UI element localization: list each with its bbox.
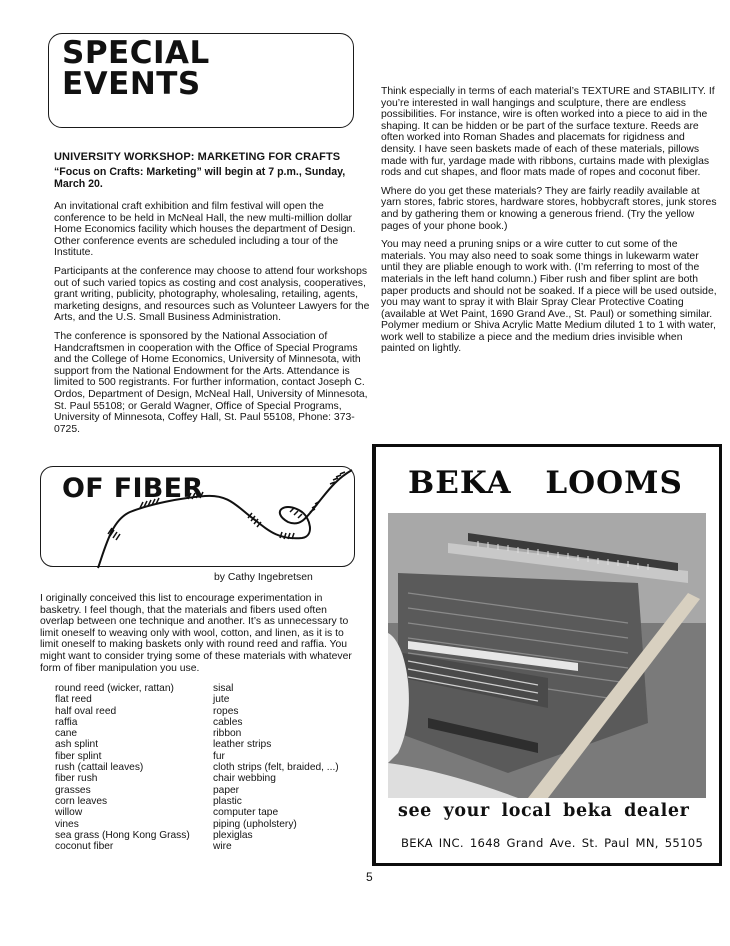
- workshop-paragraph: An invitational craft exhibition and film festival will open the conference to be held in McNeal Hall, the new multi-million dollar Home Economics facility which houses the department of Design. Other conference events are scheduled including a tour of the Institute.: [54, 201, 356, 259]
- material-list-item: plastic: [213, 795, 242, 807]
- material-list-item: rush (cattail leaves): [55, 762, 144, 774]
- material-list-item: round reed (wicker, rattan): [55, 683, 174, 694]
- special-events-title-line1: SPECIAL: [62, 35, 210, 71]
- workshop-paragraph: The conference is sponsored by the National Association of Handcraftsmen in cooperation with the Office of Special Programs and the College of Home Economics, University of Minnesota, with support from the National Endowment for the Arts. Attendance is limited to 500 registrants. For further information, contact Joseph C. Ordos, Department of Design, McNeal Hall, University of Minnesota, St. Paul 55108; or Gerald Wagner, Office of Special Programs, University of Minnesota, Coffey Hall, St. Paul 55108, Phone: 373-0725.: [54, 330, 368, 435]
- material-list-item: paper: [213, 784, 240, 796]
- special-events-title-line2: EVENTS: [62, 66, 201, 102]
- material-list-item: piping (upholstery): [213, 818, 297, 830]
- material-list-item: cane: [55, 728, 78, 740]
- byline: by Cathy Ingebretsen: [214, 572, 313, 583]
- material-list-item: cables: [213, 716, 243, 728]
- article-paragraph: Where do you get these materials? They are fairly readily available at yarn stores, fabric stores, hardware stores, hobbycraft stores, junk stores and by gathering them or knowing a generous friend. (Try the yellow pages of your phone book.): [381, 185, 717, 232]
- ad-address: BEKA INC. 1648 Grand Ave. St. Paul MN, 55105: [401, 836, 704, 850]
- material-list-item: ribbon: [213, 728, 242, 740]
- material-list-item: corn leaves: [55, 795, 108, 807]
- material-list-item: wire: [213, 841, 232, 853]
- materials-list-right: [213, 683, 363, 852]
- ad-tagline: see your local beka dealer: [398, 801, 690, 821]
- material-list-item: fiber rush: [55, 773, 98, 785]
- article-paragraph: You may need a pruning snips or a wire cutter to cut some of the materials. You may also need to soak some things in lukewarm water until they are pliable enough to work with. (I’m referring to most of the materials in the left hand column.) Fiber rush and fiber splint are both paper products and should not be soaked. If a piece will be used outside, you may want to spray it with Blair Spray Clear Protective Coating (available at Wet Paint, 1690 Grand Ave., St. Paul) or something similar. Polymer medium or Shiva Acrylic Matte Medium diluted 1 to 1 with water, work well to stabilize a piece and the medium dries invisible when painted on lightly.: [381, 239, 717, 355]
- material-list-item: plexiglas: [213, 829, 253, 841]
- material-list-item: willow: [55, 807, 83, 819]
- ad-title: BEKA LOOMS: [408, 465, 683, 501]
- workshop-subheading: “Focus on Crafts: Marketing” will begin at 7 p.m., Sunday, March 20.: [54, 166, 346, 190]
- material-list-item: flat reed: [55, 694, 92, 706]
- material-list-item: leather strips: [213, 739, 272, 751]
- special-events-title: [62, 35, 210, 102]
- materials-list-left: [55, 683, 215, 852]
- fiber-article-continued: [381, 86, 719, 362]
- material-list-item: cloth strips (felt, braided, ...): [213, 762, 339, 774]
- material-list-item: jute: [213, 694, 230, 706]
- material-list-item: grasses: [55, 784, 91, 796]
- workshop-heading: UNIVERSITY WORKSHOP: MARKETING FOR CRAFTS: [54, 151, 341, 163]
- material-list-item: computer tape: [213, 807, 279, 819]
- material-list-item: chair webbing: [213, 773, 276, 785]
- material-list-item: coconut fiber: [55, 841, 114, 853]
- material-list-item: ash splint: [55, 739, 99, 751]
- page-number: 5: [366, 870, 373, 884]
- of-fiber-intro: I originally conceived this list to encourage experimentation in basketry. I feel though, that the materials and fibers used often overlap between one technique and another. It’s as unnecessary to limit oneself to weaving only with wool, cotton, and linen, as it is to limit oneself to making baskets only with round reed and raffia. You might want to consider trying some of these materials with whatever form of fiber manipulation you use.: [40, 593, 352, 674]
- material-list-item: vines: [55, 818, 79, 830]
- article-paragraph: Think especially in terms of each material’s TEXTURE and STABILITY. If you’re interested in wall hangings and sculpture, there are endless possibilities. For instance, wire is often worked into a piece to aid in the shaping. It can be hidden or be part of the surface texture. Reeds are often worked into Roman Shades and placemats for rigidness and density. I have seen baskets made of each of these materials, pillows made with fur, yardage made with ribbons, curtains made with plexiglas rods and cut shapes, and floor mats made of ropes and coconut fiber.: [381, 86, 715, 179]
- material-list-item: ropes: [213, 705, 239, 717]
- of-fiber-title: OF FIBER: [62, 473, 204, 504]
- loom-illustration-icon: [388, 513, 706, 798]
- material-list-item: fur: [213, 750, 225, 762]
- material-list-item: sisal: [213, 683, 234, 694]
- workshop-paragraph: Participants at the conference may choose to attend four workshops out of such varied topics as costing and cost analysis, cooperatives, grant writing, publicity, photography, wholesaling, retailing, agents, marketing designs, and resources such as Volunteer Lawyers for the Arts, and the U.S. Small Business Administration.: [54, 265, 370, 324]
- material-list-item: fiber splint: [55, 750, 102, 762]
- material-list-item: half oval reed: [55, 705, 117, 717]
- material-list-item: sea grass (Hong Kong Grass): [55, 829, 190, 841]
- loom-photo: [388, 513, 706, 798]
- workshop-body: [54, 201, 372, 442]
- material-list-item: raffia: [55, 716, 78, 728]
